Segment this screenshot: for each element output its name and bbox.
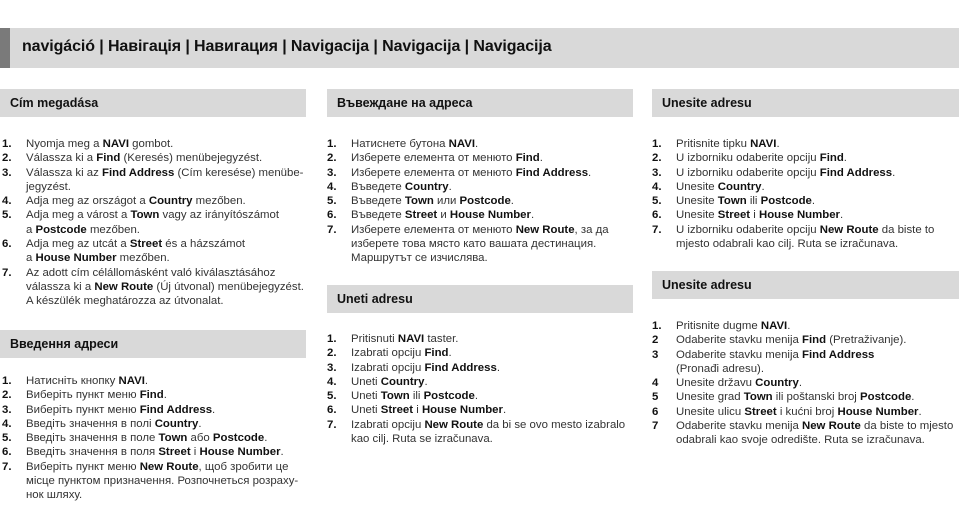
menu-term: House Number [199,446,281,459]
step-number: 2. [327,152,337,165]
step-item: 3. U izborniku odaberite opciju Find Address. [652,166,896,179]
step-number: 1. [327,333,337,345]
menu-term: Find [819,152,844,165]
step-number: 7. [327,418,337,431]
step-item: 4. Введіть значення в полі Country. [2,417,202,430]
menu-term: Find [424,347,449,360]
step-item: 7. Виберіть пункт меню New Route, щоб зробити це місце пунктом призначення. Розпочнеться розраху- нок шляху. [2,460,299,502]
title-banner [0,28,959,68]
step-item: 5. Въведете Town или Postcode. [327,195,514,208]
menu-term: NAVI [750,138,777,150]
menu-term: NAVI [448,138,475,150]
step-number: 3. [652,166,662,179]
menu-term: New Route [515,223,575,236]
step-number: 2. [2,152,12,165]
menu-term: Find [96,152,121,165]
steps-list-bulgarian [327,137,642,266]
step-number: 4. [327,375,337,388]
section-heading-label: Unesite adresu [662,278,752,292]
step-number: 1. [2,138,12,150]
step-item: 6. Въведете Street и House Number. [327,209,535,222]
menu-term: Town [130,209,160,222]
step-item: 5. Uneti Town ili Postcode. [327,390,479,403]
step-item: 3 Odaberite stavku menija Find Address (Pronađi adresu). [652,348,875,375]
step-number: 1. [652,320,662,332]
menu-term: House Number [449,209,531,222]
step-number: 5 [652,391,659,404]
section-heading-croatian [652,89,959,117]
step-number: 2 [652,334,659,347]
step-item: 5. Введіть значення в поле Town або Postcode. [2,432,268,445]
menu-term: New Route [424,418,484,431]
menu-term: New Route [819,223,879,236]
step-item: 2. Válassza ki a Find (Keresés) menübejegyzést. [2,152,263,165]
step-item: 6. Unesite Street i House Number. [652,209,844,222]
menu-term: House Number [35,252,117,265]
menu-term: Find Address [802,348,875,361]
menu-term: Postcode [760,195,812,208]
step-item: 5 Unesite grad Town ili poštanski broj Postcode. [652,391,915,404]
menu-term: Town [380,390,410,403]
section-heading-ukrainian [0,330,306,358]
step-number: 3 [652,348,659,361]
step-item: 5. Adja meg a várost a Town vagy az irányítószámot a Postcode mezőben. [2,209,280,236]
step-item: 1. Pritisnite dugme NAVI. [652,320,791,332]
step-item: 7. Izabrati opciju New Route da bi se ovo mesto izabralo kao cilj. Ruta se izračunava. [327,418,626,446]
menu-term: New Route [139,460,199,473]
step-item: 2. U izborniku odaberite opciju Find. [652,152,847,165]
menu-term: Postcode [860,391,912,404]
section-heading-label: Uneti adresu [337,292,413,306]
step-number: 7. [327,223,337,236]
step-number: 4. [652,180,662,193]
menu-term: Street [380,404,414,417]
step-number: 4. [2,417,12,430]
step-number: 1. [2,375,12,387]
step-number: 6. [327,209,337,222]
section-heading-label: Cím megadása [10,96,99,110]
menu-term: Find Address [424,361,497,374]
menu-term: Country [717,180,762,193]
step-item: 6. Uneti Street i House Number. [327,404,507,417]
step-number: 7 [652,420,659,433]
step-item: 3. Изберете елемента от менюто Find Address. [327,166,592,179]
step-item: 2. Виберіть пункт меню Find. [2,389,167,402]
step-item: 6. Введіть значення в поля Street і House Number. [2,446,284,459]
step-number: 6. [2,238,12,251]
section-heading-label: Въвеждане на адреса [337,96,473,110]
step-number: 2. [327,347,337,360]
banner-accent-bar [0,28,10,68]
menu-term: Country [404,180,449,193]
step-number: 4. [327,180,337,193]
menu-term: House Number [837,405,919,418]
step-item: 2 Odaberite stavku menija Find (Pretraživanje). [652,334,907,347]
menu-term: Street [744,405,777,418]
step-item: 1. Pritisnuti NAVI taster. [327,333,459,345]
steps-list-bosnian [652,319,959,448]
menu-term: NAVI [102,138,129,150]
menu-term: Country [148,195,193,208]
page-title: navigáció | Навігація | Навигация | Navigacija | Navigacija | Navigacija [22,38,552,55]
step-item: 4. Uneti Country. [327,375,428,388]
menu-term: New Route [94,280,154,293]
step-item: 1. Натисніть кнопку NAVI. [2,375,149,387]
menu-term: Country [380,375,425,388]
menu-term: Find Address [819,166,893,179]
step-item: 6 Unesite ulicu Street i kućni broj House Number. [652,405,922,418]
steps-list-serbian [327,332,642,446]
menu-term: Postcode [212,432,265,445]
step-item: 3. Виберіть пункт меню Find Address. [2,403,216,416]
step-item: 3. Izabrati opciju Find Address. [327,361,500,374]
step-item: 4. Unesite Country. [652,180,765,193]
step-number: 4 [652,377,659,390]
menu-term: Town [404,195,434,208]
step-number: 3. [2,403,12,416]
menu-term: Street [717,209,751,222]
menu-term: Find Address [515,166,589,179]
section-heading-serbian [327,285,633,313]
step-number: 2. [2,389,12,402]
step-number: 3. [327,361,337,374]
menu-term: House Number [758,209,840,222]
menu-term: Country [154,417,199,430]
step-number: 3. [327,166,337,179]
step-item: 1. Натиснете бутона NAVI. [327,138,479,150]
step-item: 3. Válassza ki az Find Address (Cím keresése) menübe- jegyzést. [2,166,304,193]
menu-term: Find Address [101,166,175,179]
section-heading-label: Unesite adresu [662,96,752,110]
menu-term: Postcode [423,390,475,403]
step-number: 1. [327,138,337,150]
step-item: 2. Izabrati opciju Find. [327,347,452,360]
menu-term: Street [158,446,191,459]
menu-term: Street [404,209,438,222]
menu-term: Find Address [139,403,213,416]
step-item: 7. U izborniku odaberite opciju New Route da biste to mjesto odabrali kao cilj. Ruta se izračunava. [652,223,935,251]
step-item: 1. Pritisnite tipku NAVI. [652,138,780,150]
menu-term: Find [515,152,540,165]
step-item: 7. Az adott cím célállomásként való kiválasztásához válassza ki a New Route (Új útvonal) menübejegyzést. A készülék meghatározza az útvonalat. [2,266,304,308]
step-number: 6 [652,405,659,418]
step-number: 7. [2,460,12,473]
step-item: 7 Odaberite stavku menija New Route da biste to mjesto odabrali kao svoje odredište. Ruta se izračunava. [652,420,954,447]
step-number: 7. [652,223,662,236]
step-number: 4. [2,195,12,208]
step-item: 4 Unesite državu Country. [652,377,802,390]
step-item: 4. Adja meg az országot a Country mezőben. [2,195,246,208]
step-item: 7. Изберете елемента от менюто New Route, за да изберете това място като вашата дестинация. Маршрутът се изчислява. [327,223,609,265]
step-item: 1. Nyomja meg a NAVI gombot. [2,138,174,150]
section-heading-bosnian [652,271,959,299]
menu-term: Find [802,334,827,347]
menu-term: Find [139,389,164,402]
step-number: 1. [652,138,662,150]
step-item: 2. Изберете елемента от менюто Find. [327,152,543,165]
step-number: 2. [652,152,662,165]
menu-term: Town [158,432,188,445]
menu-term: Town [717,195,747,208]
step-number: 5. [652,195,662,208]
menu-term: Postcode [35,223,87,236]
step-number: 5. [2,209,12,222]
menu-term: NAVI [760,320,788,332]
section-heading-hungarian [0,89,306,117]
menu-term: New Route [802,420,861,433]
step-number: 7. [2,266,12,279]
menu-term: Postcode [459,195,511,208]
menu-term: NAVI [118,375,145,387]
step-number: 5. [327,195,337,208]
step-number: 3. [2,166,12,179]
step-item: 6. Adja meg az utcát a Street és a házszámot a House Number mezőben. [2,238,246,265]
menu-term: NAVI [397,333,425,345]
steps-list-ukrainian [2,374,312,503]
menu-term: House Number [421,404,503,417]
step-number: 5. [327,390,337,403]
step-number: 6. [652,209,662,222]
step-number: 6. [327,404,337,417]
step-item: 5. Unesite Town ili Postcode. [652,195,816,208]
section-heading-label: Введення адреси [10,337,119,351]
step-number: 5. [2,432,12,445]
steps-list-croatian [652,137,959,251]
menu-term: Town [743,391,773,404]
menu-term: Country [755,377,799,390]
steps-list-hungarian [2,137,312,309]
step-item: 4. Въведете Country. [327,180,452,193]
step-number: 6. [2,446,12,459]
menu-term: Street [129,238,163,251]
section-heading-bulgarian [327,89,633,117]
